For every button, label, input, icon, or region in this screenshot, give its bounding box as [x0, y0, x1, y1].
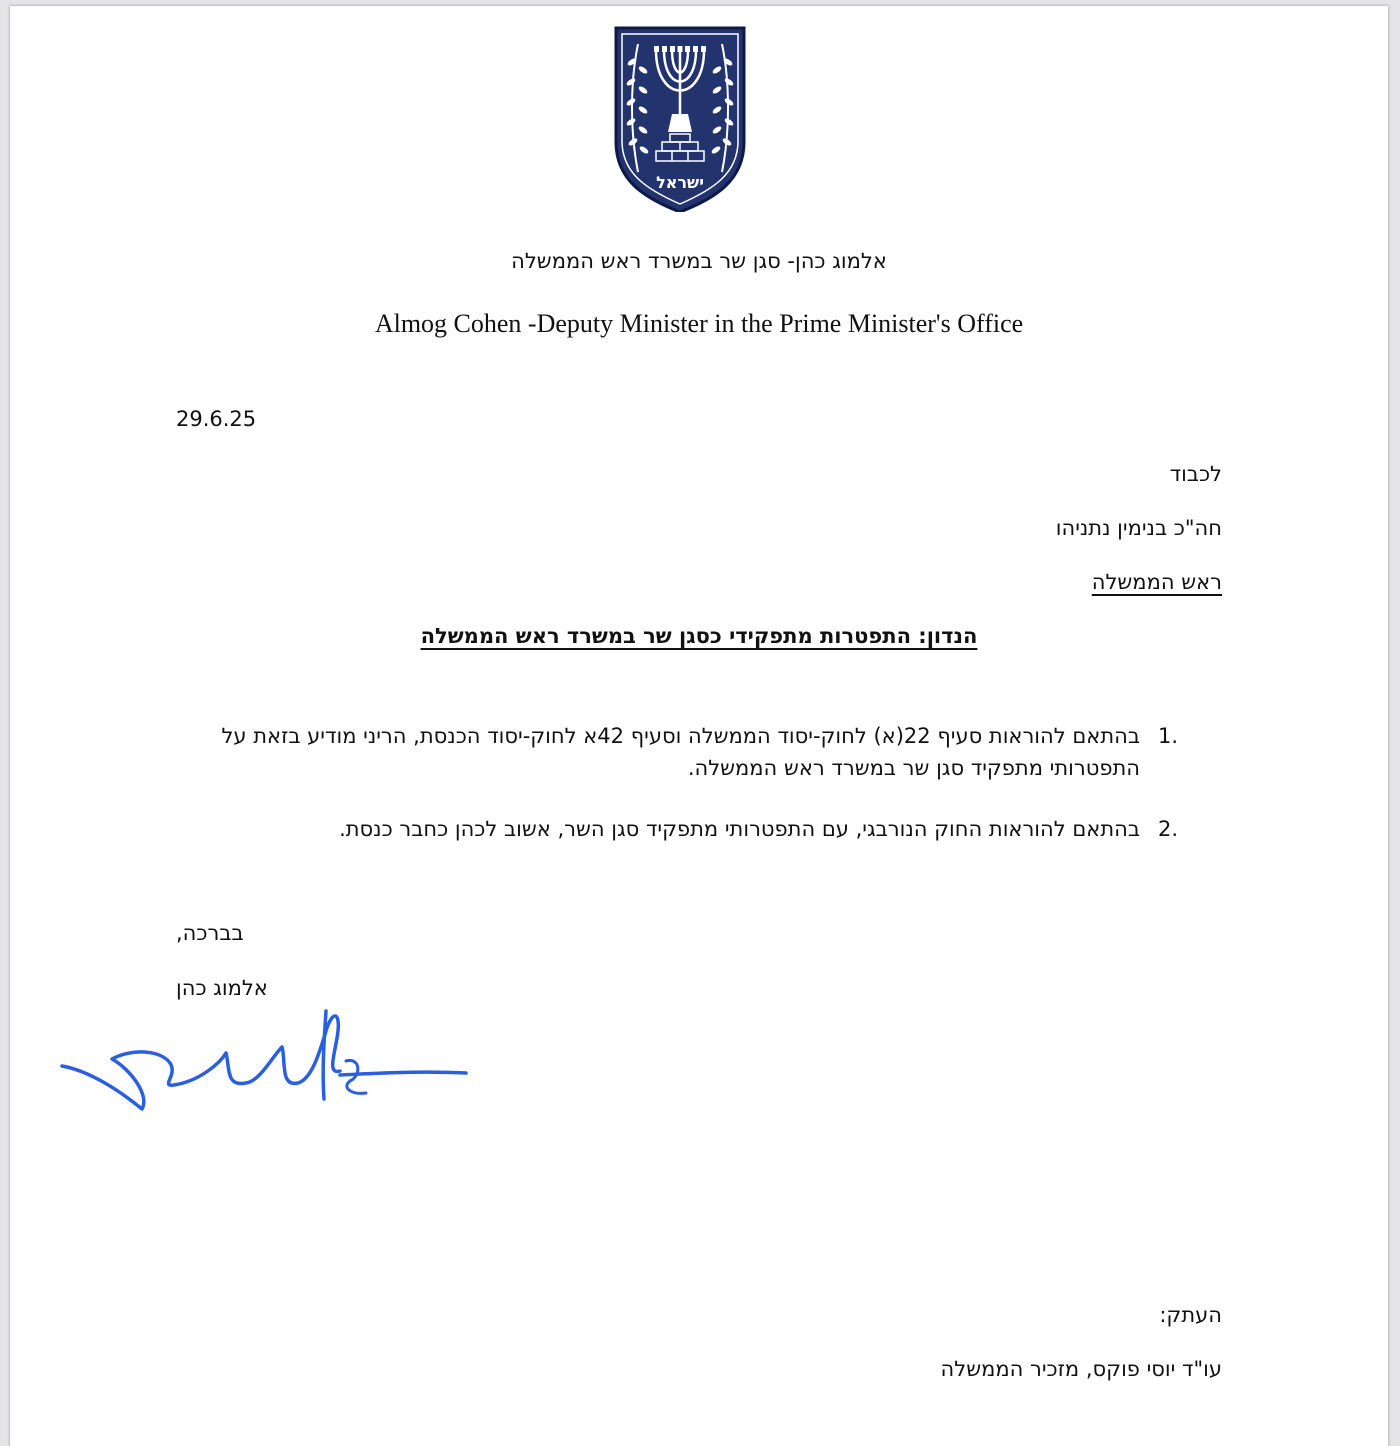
- cc-recipient: עו"ד יוסי פוקס, מזכיר הממשלה: [940, 1357, 1222, 1381]
- header-title-hebrew: אלמוג כהן- סגן שר במשרד ראש הממשלה: [511, 249, 887, 273]
- item-number: 1.: [1158, 724, 1179, 748]
- recipient-name: חה"כ בנימין נתניהו: [1055, 516, 1222, 540]
- item-text: בהתאם להוראות סעיף 22(א) לחוק-יסוד הממשלה וסעיף 42א לחוק-יסוד הכנסת, הריני מודיע בזאת על התפטרותי מתפקיד סגן שר במשרד ראש הממשלה.: [221, 724, 1140, 780]
- header-title-english: Almog Cohen -Deputy Minister in the Prime Minister's Office: [374, 309, 1024, 338]
- letter-subject: הנדון: התפטרות מתפקידי כסגן שר במשרד ראש הממשלה: [420, 624, 978, 648]
- item-text: בהתאם להוראות החוק הנורבגי, עם התפטרותי מתפקיד סגן השר, אשוב לכהן כחבר כנסת.: [339, 817, 1140, 841]
- state-emblem-icon: [612, 22, 748, 212]
- recipient-title: ראש הממשלה: [1091, 570, 1222, 594]
- item-number: 2.: [1158, 817, 1179, 841]
- letter-date: 29.6.25: [176, 407, 257, 431]
- handwritten-signature: [50, 991, 470, 1121]
- cc-label: העתק:: [1159, 1303, 1222, 1327]
- letter-page: [10, 6, 1388, 1446]
- emblem-text: ישראל: [656, 173, 704, 192]
- closing-line: בברכה,: [176, 921, 244, 945]
- to-line: לכבוד: [1169, 462, 1222, 486]
- signer-name: אלמוג כהן: [176, 976, 268, 1000]
